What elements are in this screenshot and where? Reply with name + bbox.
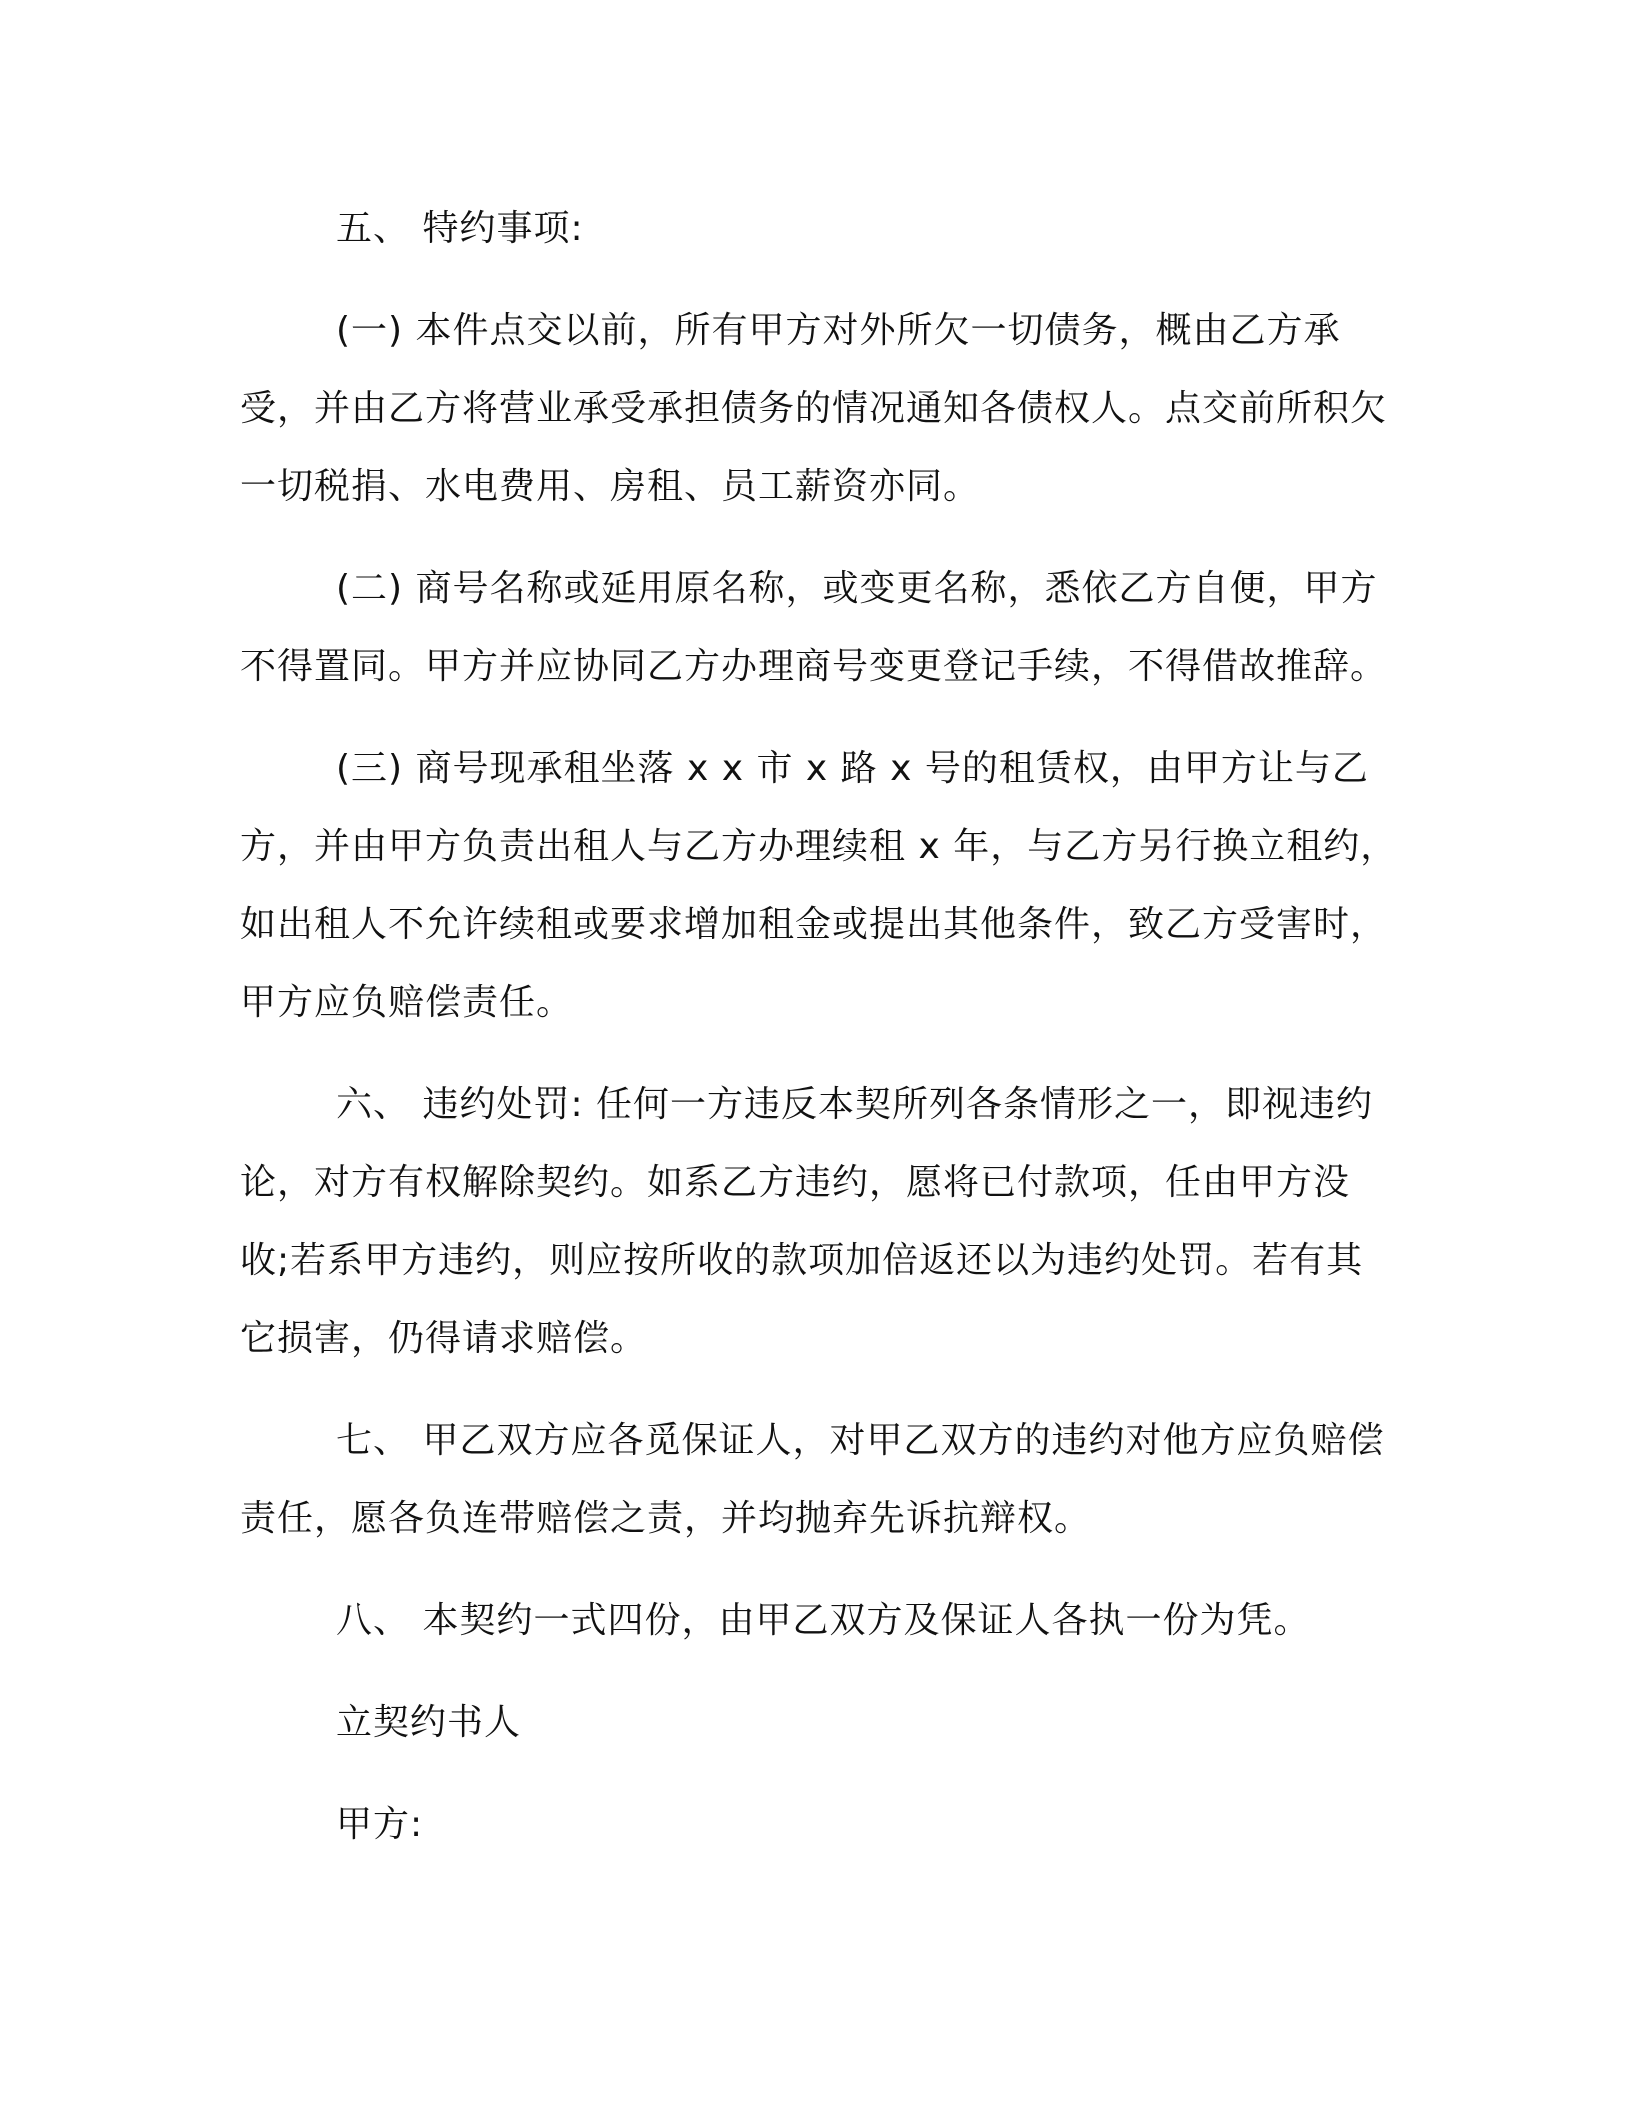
section-6-penalty: 六、 违约处罚: 任何一方违反本契所列各条情形之一，即视违约论，对方有权解除契约。如系乙方违约，愿将已付款项，任由甲方没收;若系甲方违约，则应按所收的款项加倍返还以为违约处罚。若有其它损害，仍得请求赔偿。: [240, 1084, 1374, 1359]
party-a-label: 甲方:: [336, 1804, 424, 1845]
section-5-item-2: (二) 商号名称或延用原名称，或变更名称，悉依乙方自便，甲方不得置同。甲方并应协同乙方办理商号变更登记手续，不得借故推辞。: [240, 568, 1388, 687]
section-5-heading: 五、 特约事项:: [336, 208, 584, 249]
section-8-copies: 八、 本契约一式四份，由甲乙双方及保证人各执一份为凭。: [336, 1600, 1311, 1641]
section-5-item-3: (三) 商号现承租坐落 x x 市 x 路 x 号的租赁权，由甲方让与乙方，并由甲方负责出租人与乙方办理续租 x 年，与乙方另行换立租约，如出租人不允许续租或要求增加租金或提出其他条件，致乙方受害时，甲方应负赔偿责任。: [240, 748, 1398, 1023]
signatory-label: 立契约书人: [336, 1702, 522, 1743]
section-7-guarantor: 七、 甲乙双方应各觅保证人，对甲乙双方的违约对他方应负赔偿责任，愿各负连带赔偿之责，并均抛弃先诉抗辩权。: [240, 1420, 1385, 1539]
section-5-item-1: (一) 本件点交以前，所有甲方对外所欠一切债务，概由乙方承受，并由乙方将营业承受承担债务的情况通知各债权人。点交前所积欠一切税捐、水电费用、房租、员工薪资亦同。: [240, 310, 1388, 507]
document-body: [240, 190, 1400, 1888]
